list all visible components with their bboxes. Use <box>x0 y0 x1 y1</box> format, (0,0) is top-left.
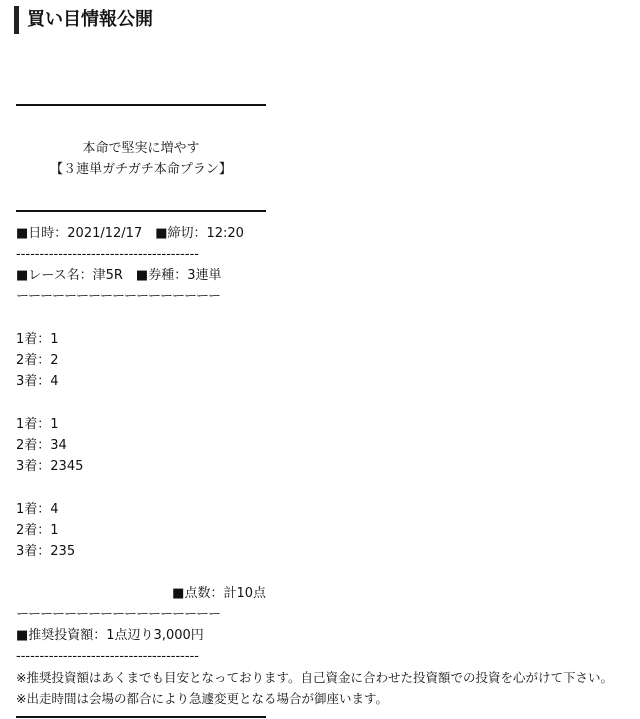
page-title: 買い目情報公開 <box>14 6 153 34</box>
point-count: ■点数：計10点 <box>172 586 266 601</box>
race-name-bet-type: ■レース名：津5R ■券種：3連単 <box>16 268 222 283</box>
dash-separator: --------------------------------------- <box>16 649 199 664</box>
divider-rule <box>16 104 266 106</box>
recommended-investment: ■推奨投資額：1点辺り3,000円 <box>16 628 204 643</box>
divider-rule <box>16 210 266 212</box>
pick-2-third: 3着：2345 <box>16 459 84 474</box>
dash-separator: --------------------------------------- <box>16 247 199 262</box>
pick-2-second: 2着：34 <box>16 438 67 453</box>
pick-3-second: 2着：1 <box>16 523 59 538</box>
long-separator: ーーーーーーーーーーーーーーーーー <box>16 607 221 622</box>
plan-tagline: 本命で堅実に増やす <box>82 141 200 156</box>
pick-1-third: 3着：4 <box>16 374 59 389</box>
pick-3-first: 1着：4 <box>16 502 59 517</box>
pick-1-second: 2着：2 <box>16 353 59 368</box>
pick-2-first: 1着：1 <box>16 417 59 432</box>
long-separator: ーーーーーーーーーーーーーーーーー <box>16 289 221 304</box>
race-date-deadline: ■日時：2021/12/17 ■締切：12:20 <box>16 226 244 241</box>
start-time-note: ※出走時間は会場の都合により急遽変更となる場合が御座います。 <box>16 691 388 706</box>
investment-note: ※推奨投資額はあくまでも目安となっております。自己資金に合わせた投資額での投資を心がけて下さい。 <box>16 670 613 685</box>
pick-3-third: 3着：235 <box>16 544 76 559</box>
divider-rule <box>16 716 266 718</box>
pick-1-first: 1着：1 <box>16 332 59 347</box>
plan-name: 【３連単ガチガチ本命プラン】 <box>50 162 232 177</box>
